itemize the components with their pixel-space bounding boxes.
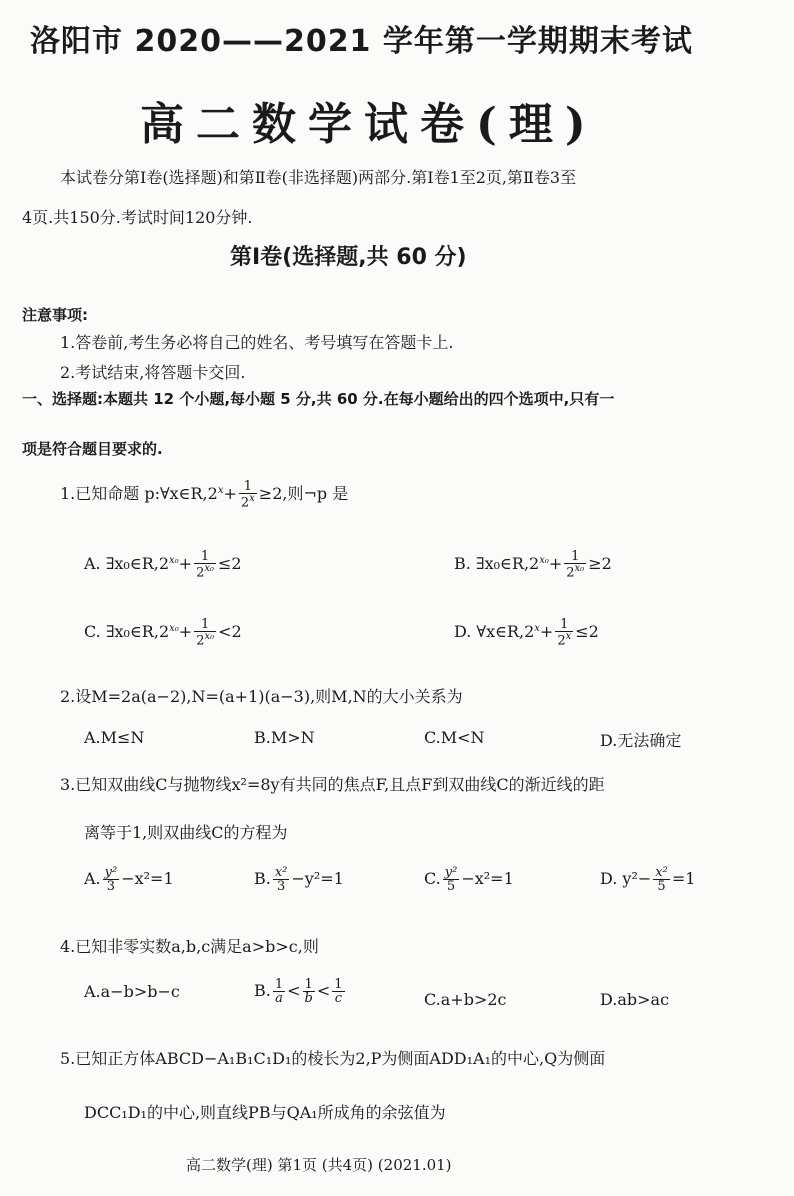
fraction: $\frac{1}{b}$ — [304, 977, 313, 1006]
q3-option-d-tail: =1 — [671, 869, 696, 888]
page-footer: 高二数学(理) 第1页 (共4页) (2021.01) — [186, 1156, 452, 1174]
section-title: 第Ⅰ卷(选择题,共 60 分) — [230, 245, 467, 270]
question-1-option-c: C. $\exists x_0\in R,2^{x_0}+$ $\frac{1}{2^{x_0}}$ <2 — [84, 617, 242, 649]
part1-instructions-line-1: 一、选择题:本题共 12 个小题,每小题 5 分,共 60 分.在每小题给出的四个选项中,只有一 — [22, 390, 615, 408]
fraction: $\frac{\text{x²}}{5}$ — [655, 865, 668, 894]
question-5-stem-line-1: 5.已知正方体ABCD−A₁B₁C₁D₁的棱长为2,P为侧面ADD₁A₁的中心,Q为侧面 — [60, 1049, 606, 1068]
question-3-stem-line-2: 离等于1,则双曲线C的方程为 — [84, 823, 288, 842]
fraction: $\frac{\text{y²}}{5}$ — [444, 865, 458, 894]
q3-option-a-label: A. — [84, 869, 101, 888]
exam-title: 洛阳市 2020——2021 学年第一学期期末考试 — [30, 24, 693, 59]
q1-option-d-text: D. ∀x∈R,2 — [454, 622, 535, 642]
q1-stem-end: ≥2,则¬p 是 — [258, 484, 349, 504]
q3-option-b-label: B. — [254, 869, 271, 888]
question-4-stem: 4.已知非零实数a,b,c满足a>b>c,则 — [60, 937, 319, 956]
q1-option-c-text: C. ∃x₀∈R,2 — [84, 622, 170, 642]
question-3-option-c — [424, 866, 514, 893]
question-1-option-b: B. $\exists x_0\in R,2^{x_0}+$ $\frac{1}{2^{x_0}}$ ≥2 — [454, 549, 612, 581]
fraction: $\frac{\text{x²}}{3}$ — [274, 865, 288, 894]
q1-stem-start: 1.已知命题 p:∀x∈R,2 — [60, 484, 218, 504]
intro-line-2: 4页.共150分.考试时间120分钟. — [22, 208, 253, 227]
question-2-option-c: C.M<N — [424, 728, 485, 747]
q3-option-d-label: D. y²− — [600, 869, 652, 888]
q1-option-b-tail: ≥2 — [588, 554, 612, 574]
q3-option-a-tail: −x²=1 — [121, 869, 174, 888]
q1-option-b-text: B. ∃x₀∈R,2 — [454, 554, 540, 574]
question-4-option-d: D.ab>ac — [600, 990, 670, 1009]
question-2-option-d: D.无法确定 — [600, 731, 682, 750]
question-2-option-a: A.M≤N — [84, 728, 145, 747]
question-1-option-d: D. $\forall x\in R,2^x+$ $\frac{1}{2^x}$ ≤2 — [454, 617, 599, 649]
fraction: $\frac{1}{2^{x_0}}$ — [566, 549, 585, 581]
paper-title: 高二数学试卷(理) — [140, 99, 598, 150]
question-3-option-b — [254, 866, 344, 893]
question-4-option-a: A.a−b>b−c — [84, 982, 180, 1001]
q3-option-c-label: C. — [424, 869, 441, 888]
fraction: $\frac{1}{2^{x_0}}$ — [196, 617, 215, 649]
fraction: $\frac{1}{2^{x_0}}$ — [196, 549, 214, 581]
q1-option-a-text: A. ∃x₀∈R,2 — [84, 554, 169, 574]
fraction: $\frac{1}{a}$ — [274, 977, 284, 1006]
q3-option-c-tail: −x²=1 — [461, 869, 514, 888]
q4-option-b-label: B. — [254, 981, 271, 1000]
notes-heading: 注意事项: — [22, 306, 88, 324]
question-1-stem: 1.已知命题 $p:\forall x\in R,2^x+$ $\frac{1}{2^x}$ ≥2,则¬p 是 — [60, 479, 349, 511]
intro-line-1: 本试卷分第Ⅰ卷(选择题)和第Ⅱ卷(非选择题)两部分.第Ⅰ卷1至2页,第Ⅱ卷3至 — [60, 168, 577, 187]
fraction: $\frac{\text{y²}}{3}$ — [104, 865, 118, 894]
question-3-option-a — [84, 866, 174, 893]
q3-option-b-tail: −y²=1 — [291, 869, 344, 888]
question-4-option-b: B. $\frac{1}{a}$ < $\frac{1}{b}$ < $\frac{1}{c}$ — [254, 977, 343, 1006]
fraction: $\frac{1}{2^x}$ — [557, 617, 572, 649]
question-4-option-c: C.a+b>2c — [424, 990, 507, 1009]
question-3-option-d — [600, 866, 695, 893]
question-5-stem-line-2: DCC₁D₁的中心,则直线PB与QA₁所成角的余弦值为 — [84, 1103, 446, 1122]
fraction: $\frac{1}{2^x}$ — [240, 479, 255, 511]
fraction: $\frac{1}{c}$ — [334, 977, 343, 1006]
question-2-option-b: B.M>N — [254, 728, 315, 747]
question-1-option-a: A. $\exists x_0\in R,2^{x_0}+$ $\frac{1}{2^{x_0}}$ ≤2 — [84, 549, 242, 581]
q1-option-d-tail: ≤2 — [575, 622, 599, 642]
q1-option-c-tail: <2 — [218, 622, 242, 642]
question-2-stem: 2.设M=2a(a−2),N=(a+1)(a−3),则M,N的大小关系为 — [60, 687, 463, 706]
part1-instructions-line-2: 项是符合题目要求的. — [22, 440, 163, 458]
note-2: 2.考试结束,将答题卡交回. — [60, 363, 246, 382]
question-3-stem-line-1: 3.已知双曲线C与抛物线x²=8y有共同的焦点F,且点F到双曲线C的渐近线的距 — [60, 775, 605, 794]
note-1: 1.答卷前,考生务必将自己的姓名、考号填写在答题卡上. — [60, 333, 454, 352]
q1-option-a-tail: ≤2 — [218, 554, 242, 574]
